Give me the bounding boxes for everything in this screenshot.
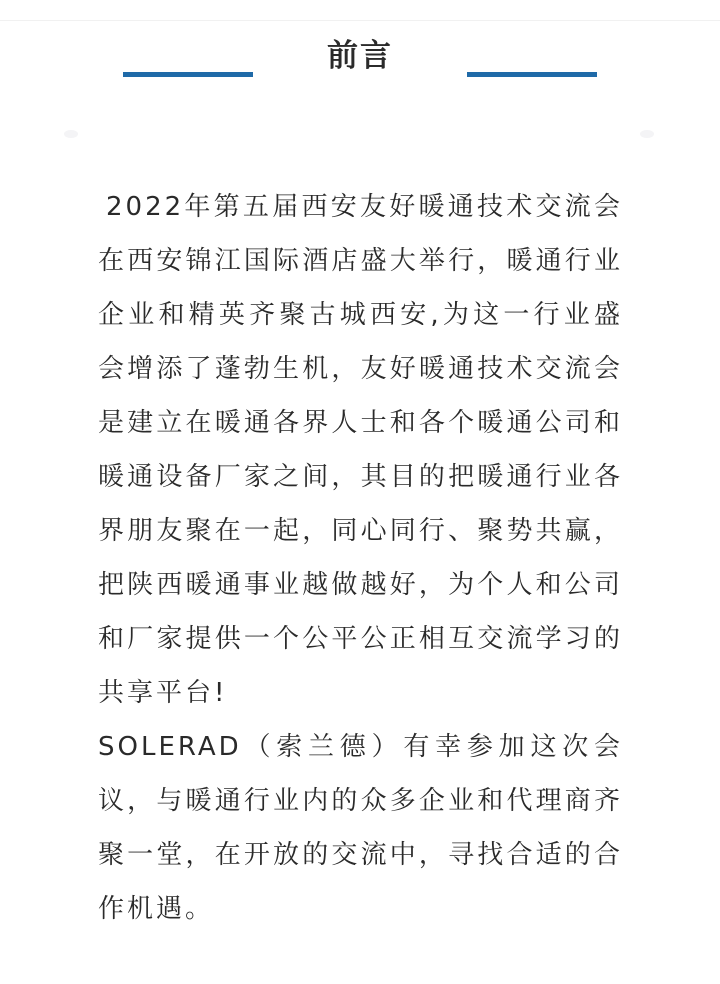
paragraph-solerad: SOLERAD（索兰德）有幸参加这次会议，与暖通行业内的众多企业和代理商齐聚一堂，在开放的交流中，寻找合适的合作机遇。: [98, 732, 623, 924]
decorative-dot-right: [640, 130, 654, 138]
decorative-dot-left: [64, 130, 78, 138]
page-title: 前言: [327, 38, 393, 74]
paragraph-intro: 2022年第五届西安友好暖通技术交流会在西安锦江国际酒店盛大举行，暖通行业企业和精英齐聚古城西安,为这一行业盛会增添了蓬勃生机，友好暖通技术交流会是建立在暖通各界人士和各个暖通公司和暖通设备厂家之间，其目的把暖通行业各界朋友聚在一起，同心同行、聚势共赢，把陕西暖通事业越做越好，为个人和公司和厂家提供一个公平公正相互交流学习的共享平台!: [98, 192, 623, 708]
title-right-rule: [467, 72, 597, 77]
section-header: [0, 28, 720, 88]
article-body: [98, 180, 623, 936]
top-divider: [0, 20, 720, 21]
